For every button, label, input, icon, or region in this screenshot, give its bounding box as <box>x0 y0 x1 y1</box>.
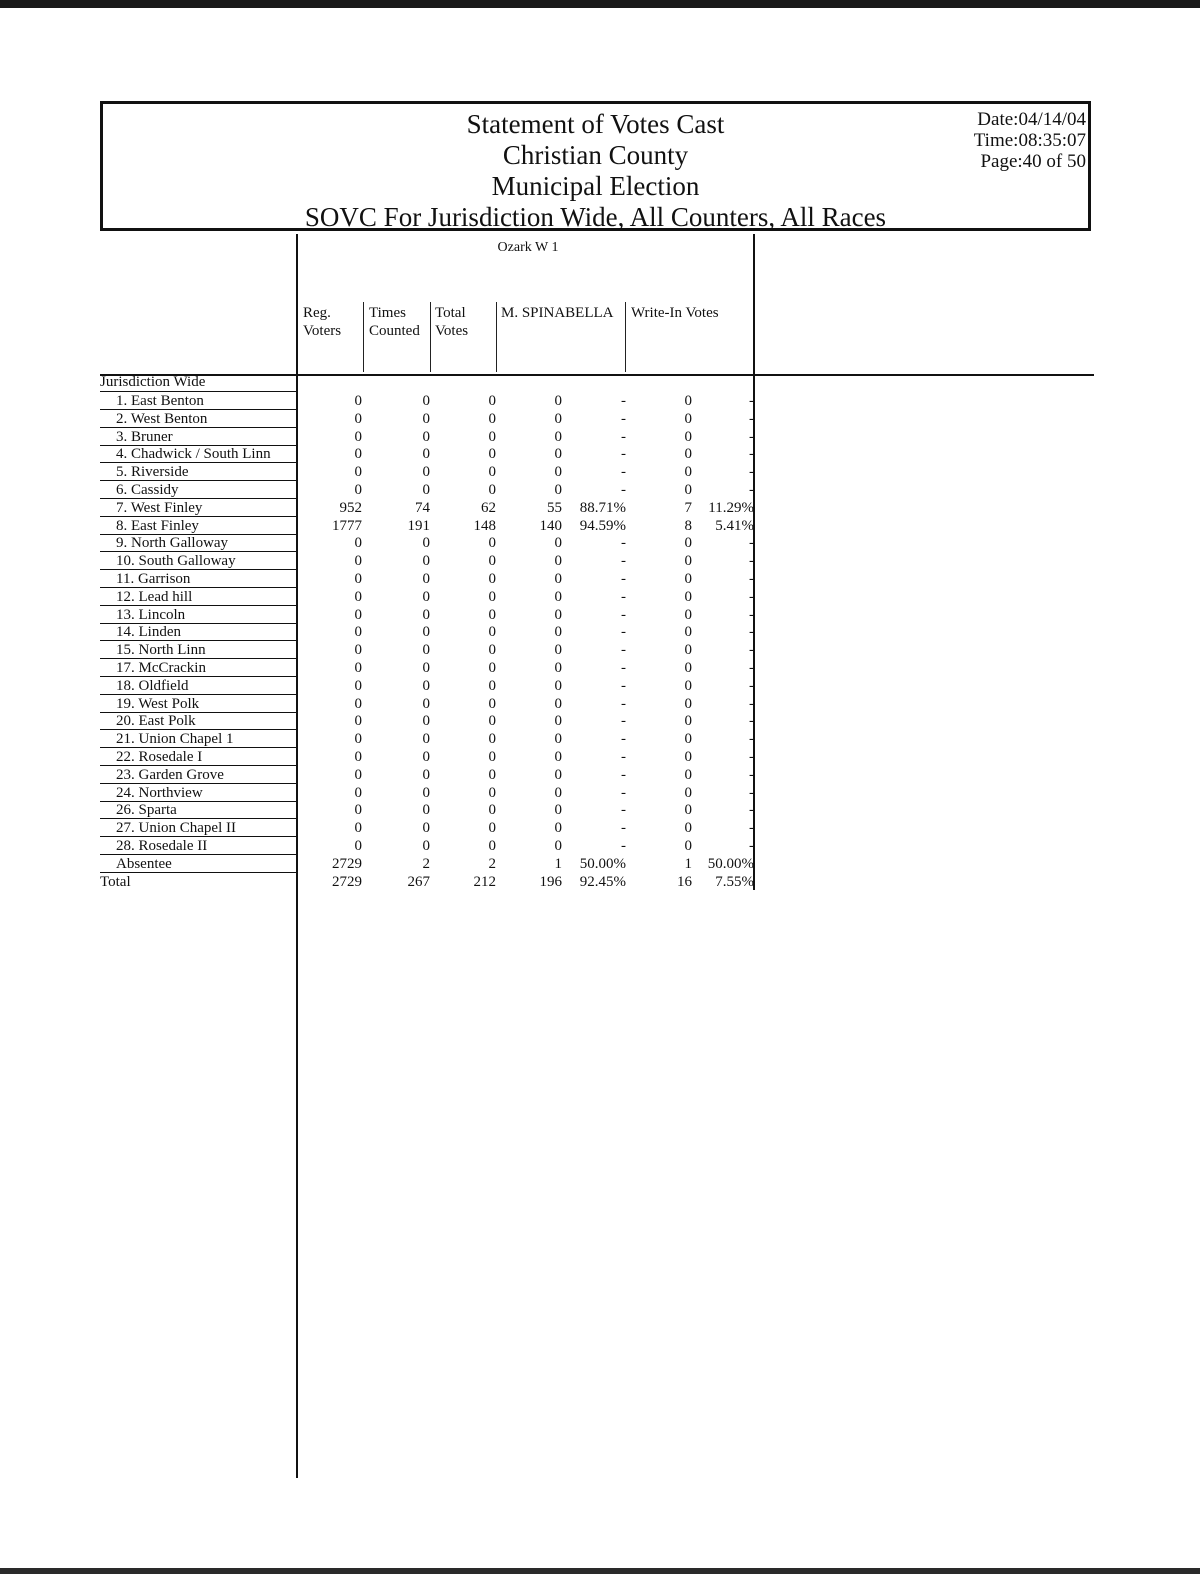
precinct-name: 26. Sparta <box>116 802 177 819</box>
cell-times: 0 <box>422 535 430 552</box>
precinct-name: 28. Rosedale II <box>116 838 208 854</box>
cell-reg: 0 <box>354 571 362 587</box>
cell-total: 0 <box>488 713 496 730</box>
cell-cand-pct: - <box>621 410 626 427</box>
table-row <box>0 392 1200 410</box>
table-row <box>0 784 1200 802</box>
precinct-name: 9. North Galloway <box>116 535 229 552</box>
cell-total: 0 <box>488 642 496 659</box>
cell-total: 0 <box>488 624 496 641</box>
cell-wi-pct: - <box>749 766 754 783</box>
cell-wi-pct: 7.55% <box>715 873 754 890</box>
cell-times: 0 <box>422 464 430 481</box>
cell-wi-pct: - <box>749 677 754 694</box>
cell-total: 0 <box>488 749 496 765</box>
precinct-name: 22. Rosedale I <box>116 749 203 765</box>
cell-reg: 0 <box>354 713 362 730</box>
cell-wi-votes: 0 <box>684 838 692 854</box>
cell-cand-votes: 0 <box>554 784 562 801</box>
cell-reg: 0 <box>354 802 362 819</box>
precinct-name: 19. West Polk <box>116 695 200 712</box>
election-name: Municipal Election <box>491 171 700 201</box>
cell-times: 0 <box>422 838 430 854</box>
cell-total: 212 <box>473 873 496 890</box>
precinct-name: 13. Lincoln <box>116 606 186 623</box>
cell-reg: 0 <box>354 642 362 659</box>
cell-times: 0 <box>422 624 430 641</box>
report-date: Date:04/14/04 <box>977 109 1086 130</box>
cell-reg: 0 <box>354 695 362 712</box>
cell-cand-pct: - <box>621 749 626 765</box>
cell-cand-votes: 0 <box>554 660 562 676</box>
table-row <box>0 641 1200 659</box>
col-divider-candidate <box>496 302 497 372</box>
cell-reg: 2729 <box>332 873 362 890</box>
cell-wi-votes: 0 <box>684 606 692 623</box>
table-row <box>0 695 1200 713</box>
cell-cand-votes: 196 <box>539 873 562 890</box>
table-row <box>0 445 1200 463</box>
precinct-name: 27. Union Chapel II <box>116 820 236 837</box>
cell-wi-pct: - <box>749 535 754 552</box>
col-divider-times <box>363 302 364 372</box>
cell-reg: 0 <box>354 428 362 445</box>
cell-cand-pct: - <box>621 446 626 463</box>
cell-wi-pct: - <box>749 660 754 676</box>
cell-reg: 0 <box>354 588 362 605</box>
cell-cand-votes: 0 <box>554 428 562 445</box>
table-row <box>0 748 1200 766</box>
cell-times: 74 <box>415 499 430 516</box>
report-header <box>100 101 1091 231</box>
cell-times: 0 <box>422 695 430 712</box>
cell-reg: 0 <box>354 446 362 463</box>
cell-cand-votes: 0 <box>554 749 562 765</box>
cell-total: 148 <box>473 517 496 534</box>
cell-total: 0 <box>488 802 496 819</box>
cell-times: 0 <box>422 820 430 837</box>
cell-cand-pct: - <box>621 393 626 409</box>
cell-wi-pct: - <box>749 802 754 819</box>
cell-wi-pct: - <box>749 713 754 730</box>
cell-cand-votes: 0 <box>554 677 562 694</box>
cell-wi-votes: 0 <box>684 428 692 445</box>
cell-wi-pct: - <box>749 820 754 837</box>
cell-cand-votes: 1 <box>554 855 562 872</box>
cell-cand-pct: - <box>621 713 626 730</box>
cell-total: 62 <box>481 499 496 516</box>
cell-wi-votes: 0 <box>684 695 692 712</box>
cell-reg: 2729 <box>332 855 362 872</box>
precinct-name: 17. McCrackin <box>116 660 206 676</box>
cell-times: 0 <box>422 766 430 783</box>
cell-wi-pct: - <box>749 553 754 570</box>
cell-cand-pct: - <box>621 660 626 676</box>
cell-reg: 0 <box>354 677 362 694</box>
cell-wi-pct: - <box>749 464 754 481</box>
scan-edge-top <box>0 0 1200 8</box>
cell-times: 0 <box>422 571 430 587</box>
cell-cand-pct: - <box>621 428 626 445</box>
cell-total: 0 <box>488 838 496 854</box>
cell-total: 0 <box>488 428 496 445</box>
cell-wi-votes: 0 <box>684 713 692 730</box>
cell-cand-votes: 0 <box>554 588 562 605</box>
cell-reg: 952 <box>339 499 362 516</box>
cell-cand-pct: - <box>621 695 626 712</box>
table-row <box>0 837 1200 855</box>
cell-wi-pct: - <box>749 446 754 463</box>
cell-wi-pct: - <box>749 784 754 801</box>
cell-cand-pct: 50.00% <box>579 855 626 872</box>
cell-wi-pct: - <box>749 482 754 498</box>
cell-cand-pct: 88.71% <box>579 499 626 516</box>
cell-total: 0 <box>488 410 496 427</box>
cell-cand-pct: - <box>621 677 626 694</box>
table-row <box>0 801 1200 819</box>
col-head-candidate: M. SPINABELLA <box>501 305 614 321</box>
county-name: Christian County <box>502 140 689 170</box>
cell-total: 0 <box>488 553 496 570</box>
precinct-name: 3. Bruner <box>116 428 173 445</box>
cell-cand-votes: 0 <box>554 606 562 623</box>
cell-times: 0 <box>422 410 430 427</box>
cell-total: 0 <box>488 464 496 481</box>
table-row <box>0 410 1200 428</box>
cell-wi-votes: 8 <box>684 517 692 534</box>
cell-cand-pct: - <box>621 766 626 783</box>
col-divider-total <box>430 302 431 372</box>
cell-total: 0 <box>488 677 496 694</box>
cell-cand-pct: - <box>621 838 626 854</box>
table-row <box>0 623 1200 641</box>
cell-reg: 0 <box>354 535 362 552</box>
precinct-name: 24. Northview <box>116 784 203 801</box>
precinct-name: 7. West Finley <box>116 499 203 516</box>
cell-wi-pct: - <box>749 642 754 659</box>
cell-times: 0 <box>422 482 430 498</box>
cell-reg: 0 <box>354 784 362 801</box>
table-row <box>0 463 1200 481</box>
precinct-name: 23. Garden Grove <box>116 766 224 783</box>
cell-wi-pct: - <box>749 695 754 712</box>
table-row <box>0 712 1200 730</box>
cell-times: 0 <box>422 713 430 730</box>
scan-edge-bottom <box>0 1568 1200 1574</box>
cell-times: 0 <box>422 784 430 801</box>
table-row <box>0 570 1200 588</box>
cell-total: 0 <box>488 535 496 552</box>
cell-wi-votes: 0 <box>684 535 692 552</box>
cell-times: 267 <box>407 873 430 890</box>
cell-wi-pct: - <box>749 410 754 427</box>
cell-times: 191 <box>407 517 430 534</box>
cell-wi-pct: - <box>749 606 754 623</box>
cell-cand-pct: - <box>621 464 626 481</box>
col-head-total-votes: Total Votes <box>435 305 469 339</box>
precinct-name: 20. East Polk <box>116 713 196 730</box>
cell-times: 0 <box>422 731 430 748</box>
table-row <box>0 659 1200 677</box>
cell-cand-votes: 0 <box>554 766 562 783</box>
cell-wi-votes: 0 <box>684 784 692 801</box>
cell-cand-pct: - <box>621 553 626 570</box>
cell-wi-votes: 0 <box>684 464 692 481</box>
cell-wi-votes: 16 <box>677 873 692 890</box>
cell-reg: 0 <box>354 553 362 570</box>
cell-cand-pct: - <box>621 588 626 605</box>
cell-wi-votes: 0 <box>684 766 692 783</box>
cell-total: 0 <box>488 820 496 837</box>
cell-wi-pct: - <box>749 731 754 748</box>
cell-wi-pct: - <box>749 624 754 641</box>
cell-wi-votes: 0 <box>684 749 692 765</box>
cell-wi-votes: 0 <box>684 482 692 498</box>
cell-cand-votes: 0 <box>554 571 562 587</box>
cell-cand-votes: 0 <box>554 695 562 712</box>
col-divider-writein <box>625 302 626 372</box>
cell-times: 0 <box>422 446 430 463</box>
cell-total: 0 <box>488 766 496 783</box>
cell-reg: 0 <box>354 624 362 641</box>
cell-wi-votes: 0 <box>684 660 692 676</box>
cell-times: 0 <box>422 802 430 819</box>
precinct-name: 4. Chadwick / South Linn <box>116 446 271 463</box>
cell-cand-votes: 0 <box>554 802 562 819</box>
total-row <box>0 873 1200 891</box>
table-row <box>0 499 1200 517</box>
cell-total: 0 <box>488 588 496 605</box>
cell-cand-votes: 0 <box>554 410 562 427</box>
cell-times: 0 <box>422 606 430 623</box>
precinct-name: 11. Garrison <box>116 571 191 587</box>
precinct-name: 12. Lead hill <box>116 588 193 605</box>
cell-total: 0 <box>488 393 496 409</box>
cell-wi-votes: 0 <box>684 553 692 570</box>
table-row <box>0 428 1200 446</box>
cell-cand-votes: 140 <box>539 517 562 534</box>
precinct-name: 8. East Finley <box>116 517 199 534</box>
cell-wi-pct: 50.00% <box>707 855 754 872</box>
precinct-group-title: Ozark W 1 <box>497 240 559 255</box>
cell-wi-pct: - <box>749 428 754 445</box>
cell-cand-votes: 0 <box>554 838 562 854</box>
col-head-reg-voters: Reg. Voters <box>303 305 342 339</box>
cell-times: 0 <box>422 588 430 605</box>
cell-times: 0 <box>422 642 430 659</box>
table-row <box>0 552 1200 570</box>
cell-wi-votes: 0 <box>684 624 692 641</box>
cell-cand-pct: - <box>621 642 626 659</box>
precinct-name: 1. East Benton <box>116 393 204 409</box>
cell-cand-votes: 0 <box>554 553 562 570</box>
cell-times: 0 <box>422 553 430 570</box>
report-time: Time:08:35:07 <box>973 130 1086 151</box>
cell-wi-pct: 11.29% <box>708 499 754 516</box>
cell-cand-pct: - <box>621 731 626 748</box>
cell-reg: 0 <box>354 410 362 427</box>
cell-wi-votes: 0 <box>684 446 692 463</box>
report-title: Statement of Votes Cast <box>466 109 725 139</box>
col-head-times-counted: Times Counted <box>369 305 420 339</box>
cell-cand-pct: - <box>621 624 626 641</box>
cell-cand-pct: - <box>621 606 626 623</box>
precinct-name: 10. South Galloway <box>116 553 236 570</box>
cell-total: 0 <box>488 606 496 623</box>
precinct-name: Absentee <box>116 855 172 872</box>
col-head-write-in: Write-In Votes <box>631 305 719 321</box>
cell-wi-pct: - <box>749 571 754 587</box>
cell-cand-votes: 0 <box>554 820 562 837</box>
cell-reg: 0 <box>354 820 362 837</box>
cell-times: 0 <box>422 393 430 409</box>
cell-wi-votes: 0 <box>684 393 692 409</box>
precinct-name: Total <box>100 873 131 890</box>
cell-wi-votes: 0 <box>684 731 692 748</box>
cell-reg: 0 <box>354 393 362 409</box>
table-row <box>0 730 1200 748</box>
cell-cand-votes: 0 <box>554 624 562 641</box>
precinct-name: 2. West Benton <box>116 410 208 427</box>
table-row <box>0 588 1200 606</box>
precinct-name: 6. Cassidy <box>116 482 179 498</box>
cell-times: 0 <box>422 677 430 694</box>
cell-times: 0 <box>422 749 430 765</box>
cell-cand-votes: 0 <box>554 731 562 748</box>
cell-wi-pct: - <box>749 393 754 409</box>
cell-reg: 1777 <box>332 517 362 534</box>
cell-times: 2 <box>422 855 430 872</box>
cell-wi-votes: 0 <box>684 410 692 427</box>
table-row <box>0 534 1200 552</box>
cell-cand-pct: - <box>621 802 626 819</box>
cell-cand-votes: 0 <box>554 535 562 552</box>
precinct-name: 14. Linden <box>116 624 181 641</box>
table-row <box>0 819 1200 837</box>
cell-total: 0 <box>488 482 496 498</box>
table-row <box>0 481 1200 499</box>
cell-wi-pct: - <box>749 588 754 605</box>
cell-total: 0 <box>488 571 496 587</box>
section-label: Jurisdiction Wide <box>100 374 206 390</box>
cell-cand-votes: 0 <box>554 464 562 481</box>
cell-cand-pct: 92.45% <box>579 873 626 890</box>
cell-wi-votes: 0 <box>684 588 692 605</box>
page-indicator: Page:40 of 50 <box>980 151 1086 172</box>
precinct-name: 21. Union Chapel 1 <box>116 731 234 748</box>
cell-reg: 0 <box>354 464 362 481</box>
cell-wi-pct: - <box>749 749 754 765</box>
cell-wi-votes: 0 <box>684 677 692 694</box>
table-row <box>0 517 1200 535</box>
cell-total: 0 <box>488 695 496 712</box>
cell-cand-pct: - <box>621 535 626 552</box>
cell-wi-pct: 5.41% <box>715 517 754 534</box>
table-row <box>0 855 1200 873</box>
table-row <box>0 606 1200 624</box>
cell-total: 0 <box>488 446 496 463</box>
cell-total: 0 <box>488 660 496 676</box>
cell-total: 0 <box>488 731 496 748</box>
cell-reg: 0 <box>354 482 362 498</box>
cell-total: 2 <box>488 855 496 872</box>
cell-wi-votes: 0 <box>684 802 692 819</box>
cell-reg: 0 <box>354 660 362 676</box>
cell-reg: 0 <box>354 731 362 748</box>
cell-cand-pct: - <box>621 571 626 587</box>
cell-cand-votes: 0 <box>554 713 562 730</box>
cell-cand-pct: - <box>621 482 626 498</box>
cell-cand-votes: 0 <box>554 446 562 463</box>
cell-cand-pct: - <box>621 784 626 801</box>
cell-cand-votes: 0 <box>554 482 562 498</box>
precinct-name: 15. North Linn <box>116 642 206 659</box>
table-row <box>0 766 1200 784</box>
precinct-name: 18. Oldfield <box>116 677 189 694</box>
cell-reg: 0 <box>354 766 362 783</box>
cell-times: 0 <box>422 660 430 676</box>
cell-wi-votes: 0 <box>684 571 692 587</box>
cell-cand-pct: - <box>621 820 626 837</box>
cell-cand-votes: 0 <box>554 642 562 659</box>
cell-total: 0 <box>488 784 496 801</box>
cell-cand-votes: 0 <box>554 393 562 409</box>
cell-wi-votes: 0 <box>684 820 692 837</box>
cell-cand-pct: 94.59% <box>579 517 626 534</box>
cell-wi-votes: 0 <box>684 642 692 659</box>
cell-wi-pct: - <box>749 838 754 854</box>
cell-reg: 0 <box>354 838 362 854</box>
cell-cand-votes: 55 <box>547 499 562 516</box>
cell-wi-votes: 1 <box>684 855 692 872</box>
cell-wi-votes: 7 <box>684 499 692 516</box>
cell-reg: 0 <box>354 749 362 765</box>
precinct-name: 5. Riverside <box>116 464 189 481</box>
report-subtitle: SOVC For Jurisdiction Wide, All Counters, All Races <box>304 202 887 232</box>
cell-times: 0 <box>422 428 430 445</box>
cell-reg: 0 <box>354 606 362 623</box>
header-bottom-rule <box>100 374 1094 376</box>
table-row <box>0 677 1200 695</box>
